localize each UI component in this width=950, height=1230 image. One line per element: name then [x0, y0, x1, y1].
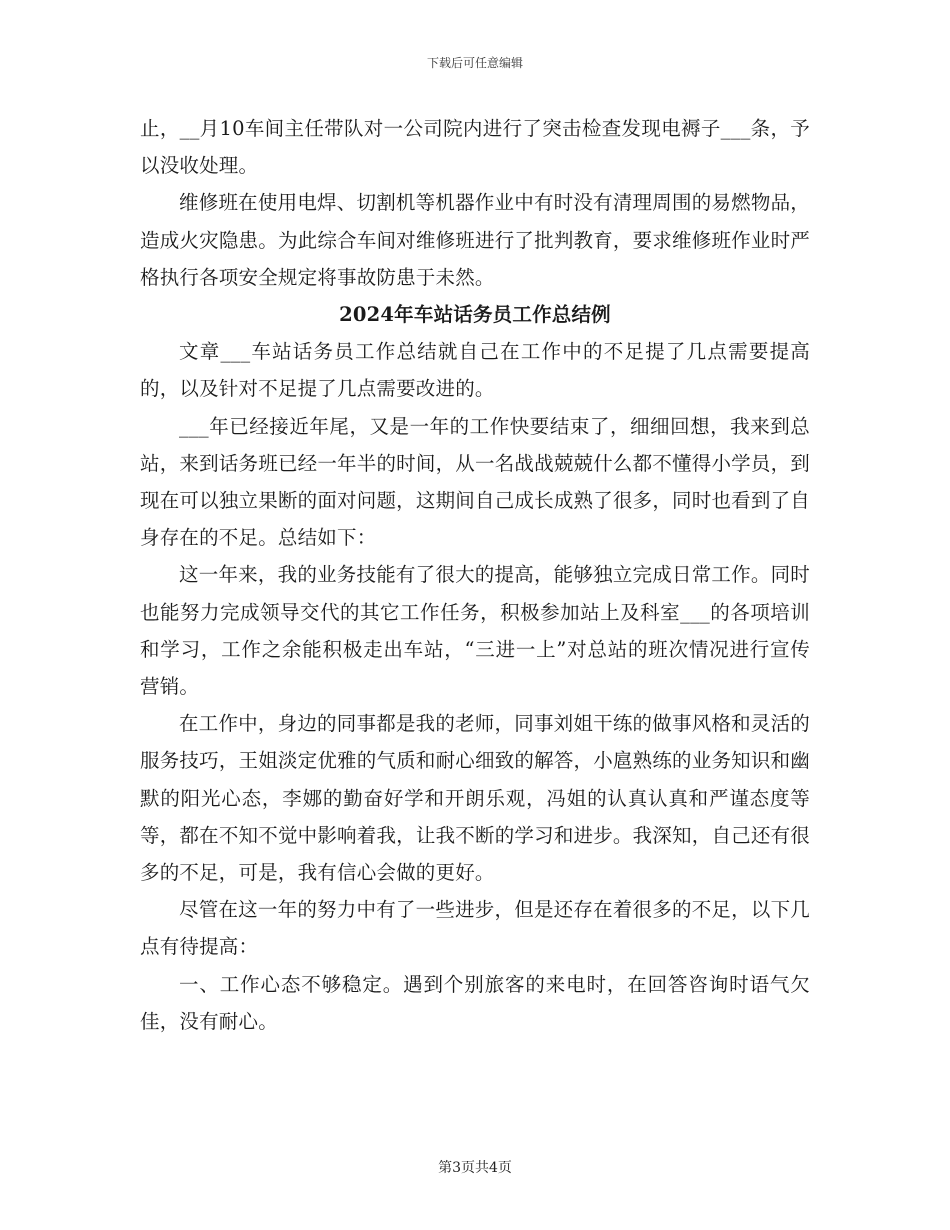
document-title: 2024年车站话务员工作总结例 [339, 303, 611, 327]
paragraph: 一、工作心态不够稳定。遇到个别旅客的来电时，在回答咨询时语气欠佳，没有耐心。 [140, 972, 810, 1033]
paragraph: 这一年来，我的业务技能有了很大的提高，能够独立完成日常工作。同时也能努力完成领导交代的其它工作任务，积极参加站上及科室___的各项培训和学习，工作之余能积极走出车站，“三进一上”对总站的班次情况进行宣传营销。 [140, 563, 810, 699]
document-body [140, 110, 810, 1040]
paragraph: ___年已经接近年尾，又是一年的工作快要结束了，细细回想，我来到总站，来到话务班已经一年半的时间，从一名战战兢兢什么都不懂得小学员，到现在可以独立果断的面对问题，这期间自己成长成熟了很多，同时也看到了自身存在的不足。总结如下： [140, 414, 810, 550]
paragraph: 尽管在这一年的努力中有了一些进步，但是还存在着很多的不足，以下几点有待提高： [140, 898, 810, 959]
paragraph: 在工作中，身边的同事都是我的老师，同事刘姐干练的做事风格和灵活的服务技巧，王姐淡定优雅的气质和耐心细致的解答，小扈熟练的业务知识和幽默的阳光心态，李娜的勤奋好学和开朗乐观，冯姐的认真认真和严谨态度等等，都在不知不觉中影响着我，让我不断的学习和进步。我深知，自己还有很多的不足，可是，我有信心会做的更好。 [140, 712, 810, 885]
paragraph: 文章___车站话务员工作总结就自己在工作中的不足提了几点需要提高的，以及针对不足提了几点需要改进的。 [140, 340, 810, 401]
page-header: 下载后可任意编辑 [426, 56, 523, 70]
paragraph: 维修班在使用电焊、切割机等机器作业中有时没有清理周围的易燃物品，造成火灾隐患。为此综合车间对维修班进行了批判教育，要求维修班作业时严格执行各项安全规定将事故防患于未然。 [140, 191, 810, 289]
paragraph: 止，__月10车间主任带队对一公司院内进行了突击检查发现电褥子___条，予以没收处理。 [140, 117, 810, 178]
page-number: 第3页共4页 [438, 1160, 512, 1176]
